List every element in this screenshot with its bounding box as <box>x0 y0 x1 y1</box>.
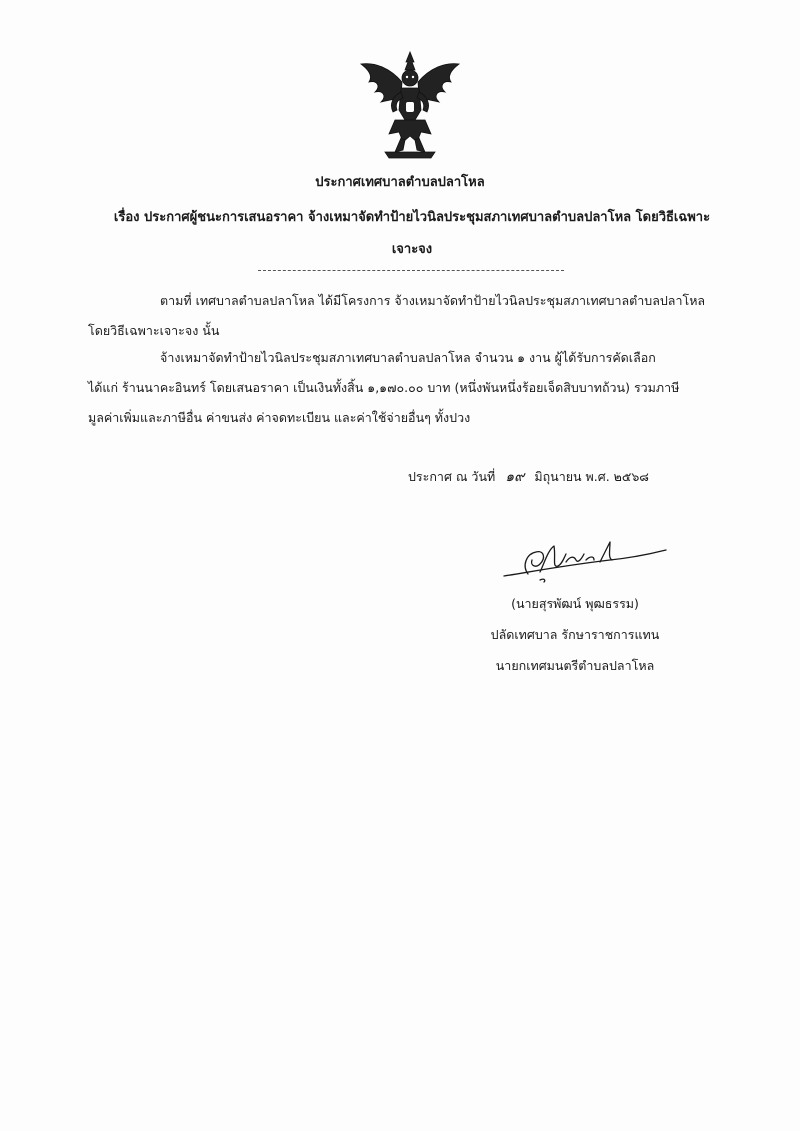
paragraph-line: ตามที่ เทศบาลตำบลปลาโหล ได้มีโครงการ จ้างเหมาจัดทำป้ายไวนิลประชุมสภาเทศบาลตำบลปลาโหล <box>160 293 706 308</box>
signer-position: ปลัดเทศบาล รักษาราชการแทน <box>490 627 660 642</box>
garuda-emblem-icon <box>355 48 465 160</box>
subject-line: เรื่อง ประกาศผู้ชนะการเสนอราคา จ้างเหมาจัดทำป้ายไวนิลประชุมสภาเทศบาลตำบลปลาโหล โดยวิธีเฉพาะ <box>113 210 711 225</box>
handwritten-signature <box>500 536 670 590</box>
paragraph-line: โดยวิธีเฉพาะเจาะจง นั้น <box>88 323 220 338</box>
divider <box>258 270 564 271</box>
announcement-prefix: ประกาศ ณ วันที่ <box>408 469 496 484</box>
announcement-day: ๑๙ <box>505 469 525 485</box>
subject-line: เจาะจง <box>391 242 433 257</box>
document-subject <box>92 202 732 266</box>
announcement-date <box>408 466 649 488</box>
document-title: ประกาศเทศบาลตำบลปลาโหล <box>315 175 485 190</box>
paragraph-line: จ้างเหมาจัดทำป้ายไวนิลประชุมสภาเทศบาลตำบลปลาโหล จำนวน ๑ งาน ผู้ได้รับการคัดเลือก <box>160 350 656 365</box>
paragraph-line: ได้แก่ ร้านนาคะอินทร์ โดยเสนอราคา เป็นเงินทั้งสิ้น ๑,๑๗๐.๐๐ บาท (หนึ่งพันหนึ่งร้อยเจ็ดสิบบาทถ้วน) รวมภาษี <box>88 380 680 395</box>
signer-name: (นายสุรพัฒน์ พุฒธรรม) <box>511 596 639 611</box>
body-paragraph-2 <box>88 343 736 433</box>
body-paragraph-1 <box>88 286 736 346</box>
signer-position: นายกเทศมนตรีตำบลปลาโหล <box>495 658 655 673</box>
announcement-suffix: มิถุนายน พ.ศ. ๒๕๖๘ <box>534 469 649 484</box>
paragraph-line: มูลค่าเพิ่มและภาษีอื่น ค่าขนส่ง ค่าจดทะเบียน และค่าใช้จ่ายอื่นๆ ทั้งปวง <box>88 410 471 425</box>
